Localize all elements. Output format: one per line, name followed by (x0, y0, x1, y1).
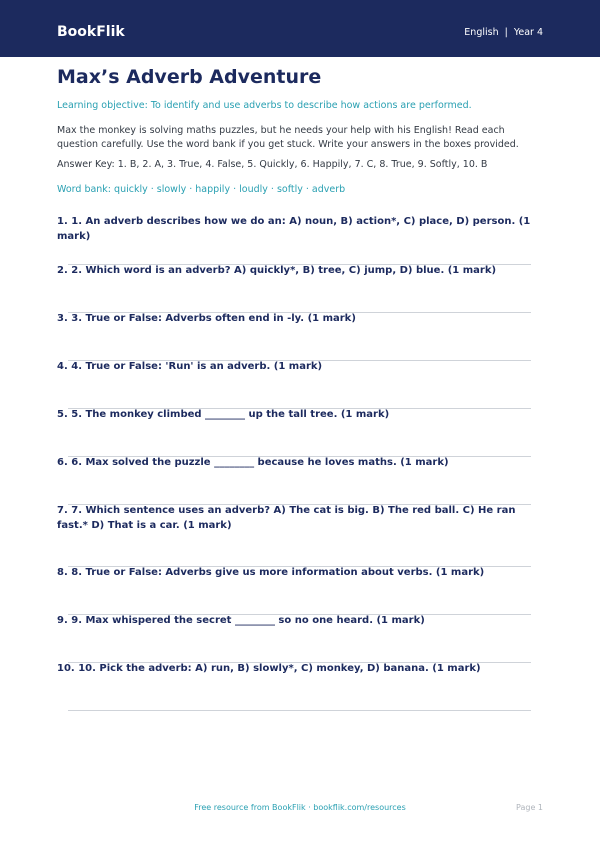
question-1: 1. 1. An adverb describes how we do an: A) noun, B) action*, C) place, D) person. (1 mark) (57, 216, 531, 242)
question-2: 2. 2. Which word is an adverb? A) quickly*, B) tree, C) jump, D) blue. (1 mark) (57, 265, 497, 276)
brand-logo: BookFlik (57, 24, 125, 40)
word-bank: Word bank: quickly · slowly · happily · loudly · softly · adverb (57, 184, 346, 195)
learning-objective: Learning objective: To identify and use adverbs to describe how actions are performed. (57, 100, 472, 111)
answer-line-10[interactable] (68, 710, 531, 711)
question-7: 7. 7. Which sentence uses an adverb? A) The cat is big. B) The red ball. C) He ran fast.* D) That is a car. (1 mark) (57, 505, 516, 531)
meta-separator: | (504, 27, 508, 38)
question-5: 5. 5. The monkey climbed ________ up the tall tree. (1 mark) (57, 409, 390, 420)
worksheet-title: Max’s Adverb Adventure (57, 66, 322, 88)
year-label: Year 4 (513, 27, 543, 38)
footer-credit[interactable]: Free resource from BookFlik · bookflik.com/resources (194, 803, 406, 812)
intro-text: Max the monkey is solving maths puzzles, but he needs your help with his English! Read each question carefully. Use the word bank if you get stuck. Write your answers in the boxes provided. (57, 125, 519, 150)
question-8: 8. 8. True or False: Adverbs give us more information about verbs. (1 mark) (57, 567, 485, 578)
question-3: 3. 3. True or False: Adverbs often end in -ly. (1 mark) (57, 313, 356, 324)
page-header (0, 0, 600, 57)
question-9: 9. 9. Max whispered the secret ________ so no one heard. (1 mark) (57, 615, 425, 626)
question-6: 6. 6. Max solved the puzzle ________ because he loves maths. (1 mark) (57, 457, 449, 468)
header-meta (464, 26, 543, 40)
subject-label: English (464, 27, 499, 38)
question-10: 10. 10. Pick the adverb: A) run, B) slowly*, C) monkey, D) banana. (1 mark) (57, 663, 481, 674)
page-number: Page 1 (516, 803, 543, 812)
question-4: 4. 4. True or False: 'Run' is an adverb. (1 mark) (57, 361, 323, 372)
answer-key: Answer Key: 1. B, 2. A, 3. True, 4. False, 5. Quickly, 6. Happily, 7. C, 8. True, 9. Softly, 10. B (57, 159, 488, 170)
